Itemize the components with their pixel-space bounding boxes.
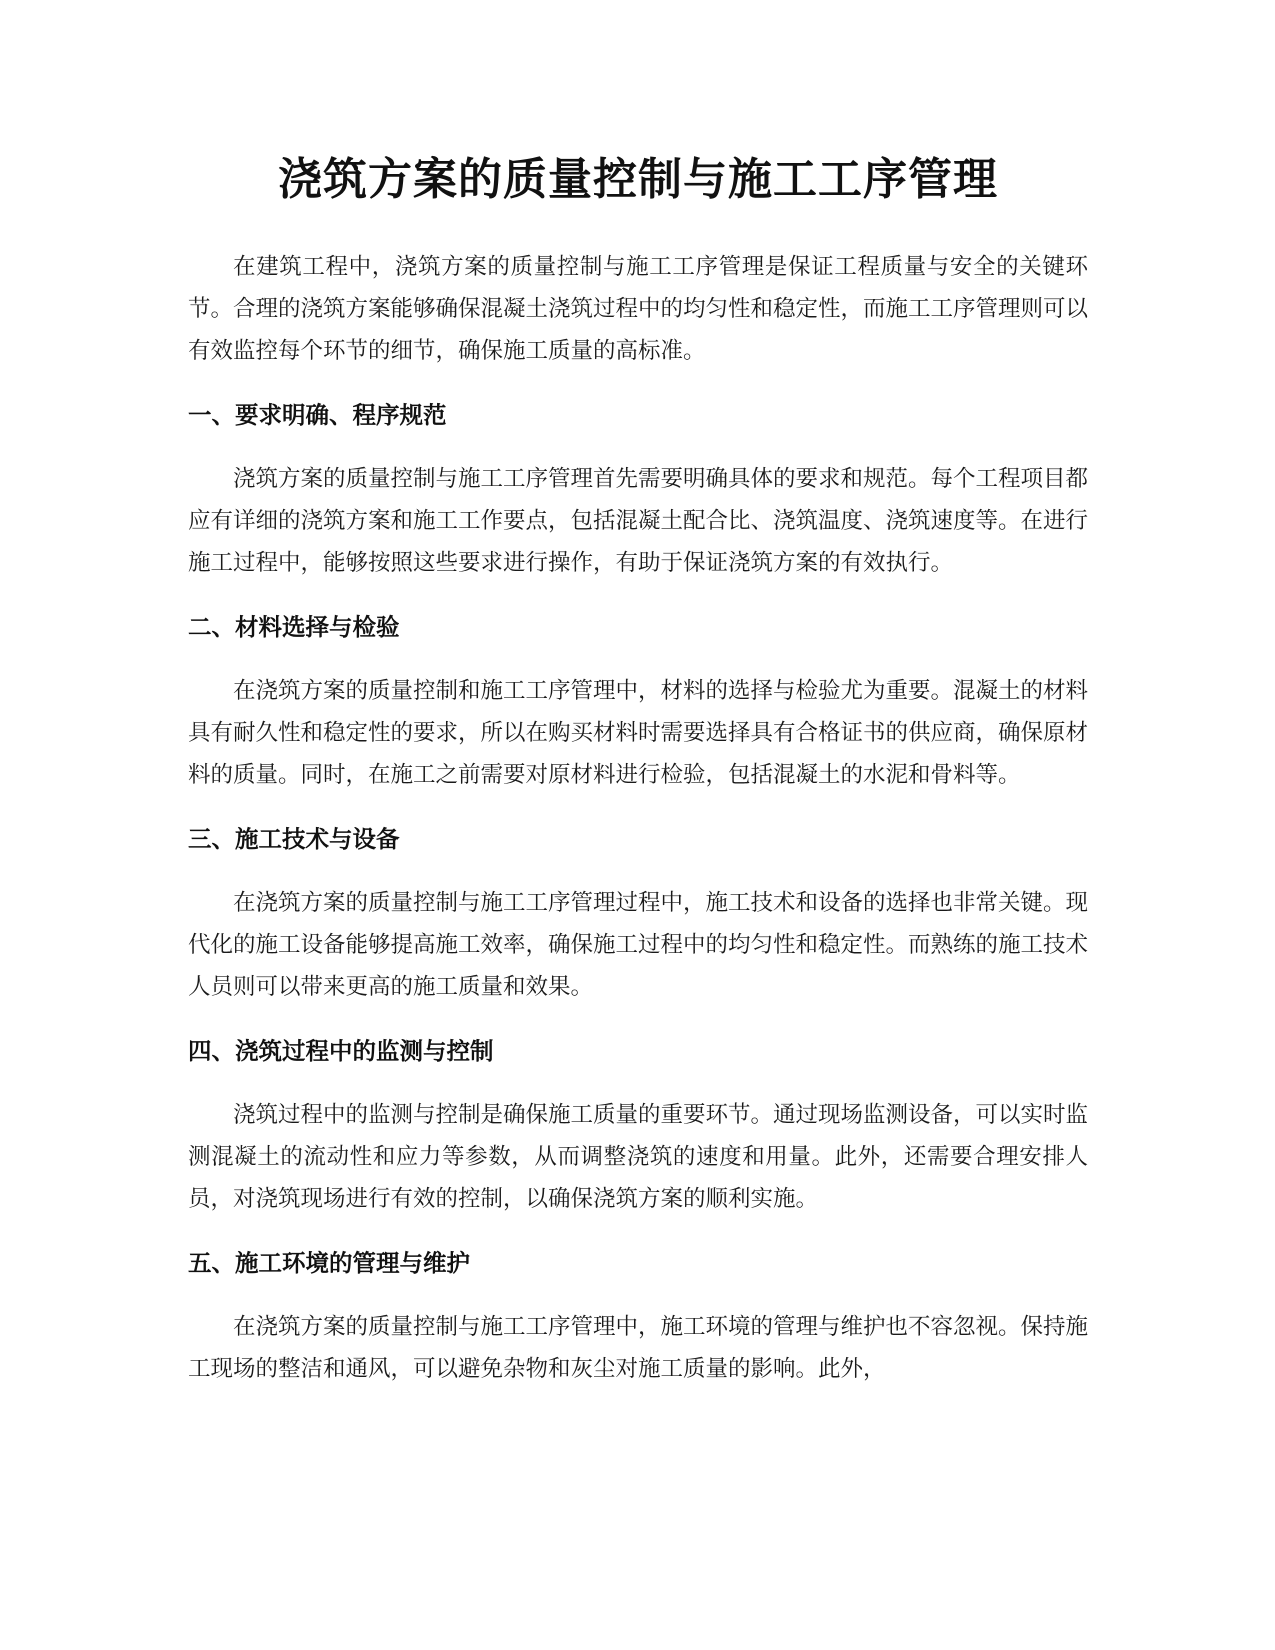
- section-paragraph: 浇筑过程中的监测与控制是确保施工质量的重要环节。通过现场监测设备，可以实时监测混凝土的流动性和应力等参数，从而调整浇筑的速度和用量。此外，还需要合理安排人员，对浇筑现场进行有效的控制，以确保浇筑方案的顺利实施。: [188, 1102, 1089, 1212]
- section-heading: 一、要求明确、程序规范: [188, 401, 447, 429]
- section-4: [188, 1030, 1088, 1220]
- document-content: [188, 142, 1088, 1390]
- section-paragraph: 在浇筑方案的质量控制与施工工序管理过程中，施工技术和设备的选择也非常关键。现代化的施工设备能够提高施工效率，确保施工过程中的均匀性和稳定性。而熟练的施工技术人员则可以带来更高的施工质量和效果。: [188, 890, 1089, 1000]
- section-2: [188, 606, 1088, 796]
- section-1: [188, 394, 1088, 584]
- section-heading: 五、施工环境的管理与维护: [188, 1249, 470, 1277]
- section-heading: 四、浇筑过程中的监测与控制: [188, 1037, 494, 1065]
- section-paragraph: 浇筑方案的质量控制与施工工序管理首先需要明确具体的要求和规范。每个工程项目都应有详细的浇筑方案和施工工作要点，包括混凝土配合比、浇筑温度、浇筑速度等。在进行施工过程中，能够按照这些要求进行操作，有助于保证浇筑方案的有效执行。: [188, 466, 1089, 576]
- section-paragraph: 在浇筑方案的质量控制与施工工序管理中，施工环境的管理与维护也不容忽视。保持施工现场的整洁和通风，可以避免杂物和灰尘对施工质量的影响。此外，: [188, 1314, 1089, 1382]
- document-title: 浇筑方案的质量控制与施工工序管理: [278, 154, 998, 205]
- intro-paragraph: 在建筑工程中，浇筑方案的质量控制与施工工序管理是保证工程质量与安全的关键环节。合理的浇筑方案能够确保混凝土浇筑过程中的均匀性和稳定性，而施工工序管理则可以有效监控每个环节的细节，确保施工质量的高标准。: [188, 254, 1089, 364]
- section-paragraph: 在浇筑方案的质量控制和施工工序管理中，材料的选择与检验尤为重要。混凝土的材料具有耐久性和稳定性的要求，所以在购买材料时需要选择具有合格证书的供应商，确保原材料的质量。同时，在施工之前需要对原材料进行检验，包括混凝土的水泥和骨料等。: [188, 678, 1089, 788]
- section-heading: 三、施工技术与设备: [188, 825, 400, 853]
- section-heading: 二、材料选择与检验: [188, 613, 400, 641]
- section-5: [188, 1242, 1088, 1390]
- section-3: [188, 818, 1088, 1008]
